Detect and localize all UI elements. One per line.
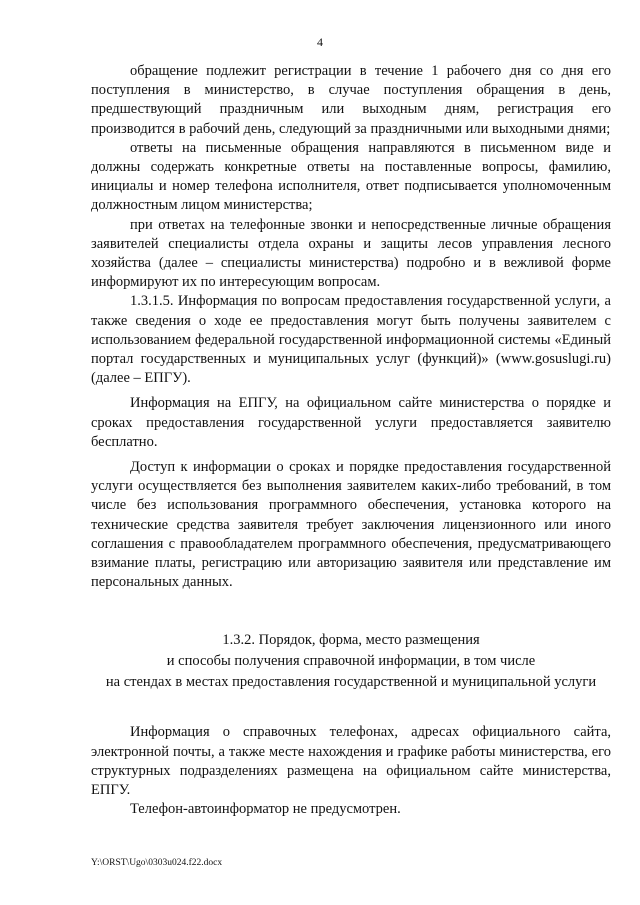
paragraph-written-replies: ответы на письменные обращения направляются в письменном виде и должны содержать конкретные ответы на поставленные вопросы, фамилию, инициалы и номер телефона исполнителя, ответ подписывается уполномоченным должностным лицом министерства;	[91, 139, 611, 214]
paragraph-autoinformer: Телефон-автоинформатор не предусмотрен.	[130, 801, 401, 818]
heading-line-3: на стендах в местах предоставления государственной и муниципальной услуги	[105, 674, 597, 691]
paragraph-registration: обращение подлежит регистрации в течение 1 рабочего дня со дня его поступления в министерство, в случае поступления обращения в день, предшествующий праздничным или выходным дням, регистрация его производится в рабочий день, следующий за праздничными или выходными днями;	[91, 63, 611, 137]
footer-file-path: Y:\ORST\Ugo\0303u024.f22.docx	[91, 858, 223, 868]
heading-line-1: 1.3.2. Порядок, форма, место размещения	[222, 632, 480, 649]
paragraph-phone-replies: при ответах на телефонные звонки и непосредственные личные обращения заявителей специалисты отдела охраны и защиты лесов управления лесного хозяйства (далее – специалисты министерства) подробно и в вежливой форме информируют их по интересующим вопросам.	[91, 216, 611, 291]
paragraph-reference-info: Информация о справочных телефонах, адресах официального сайта, электронной почты, а также месте нахождения и графике работы министерства, его структурных подразделениях размещена на официальном сайте министерства, ЕПГУ.	[91, 724, 611, 799]
paragraph-access: Доступ к информации о сроках и порядке предоставления государственной услуги осуществляется без выполнения заявителем каких-либо требований, в том числе без использования программного обеспечения, установка которого на технические средства заявителя требует заключения лицензионного или иного соглашения с правообладателем программного обеспечения, предусматривающего взимание платы, регистрацию или авторизацию заявителя или представление им персональных данных.	[91, 459, 611, 591]
paragraph-free-info: Информация на ЕПГУ, на официальном сайте министерства о порядке и сроках предоставления государственной услуги предоставляется заявителю бесплатно.	[91, 395, 611, 450]
document-body	[91, 62, 611, 820]
page-number: 4	[317, 35, 323, 49]
paragraph-epgu-info: 1.3.1.5. Информация по вопросам предоставления государственной услуги, а также сведения о ходе ее предоставления могут быть получены заявителем с использованием федеральной государственной информационной системы «Единый портал государственных и муниципальных услуг (функций)» (www.gosuslugi.ru) (далее – ЕПГУ).	[91, 293, 611, 387]
section-heading	[91, 630, 611, 693]
heading-line-2: и способы получения справочной информации, в том числе	[166, 653, 536, 670]
